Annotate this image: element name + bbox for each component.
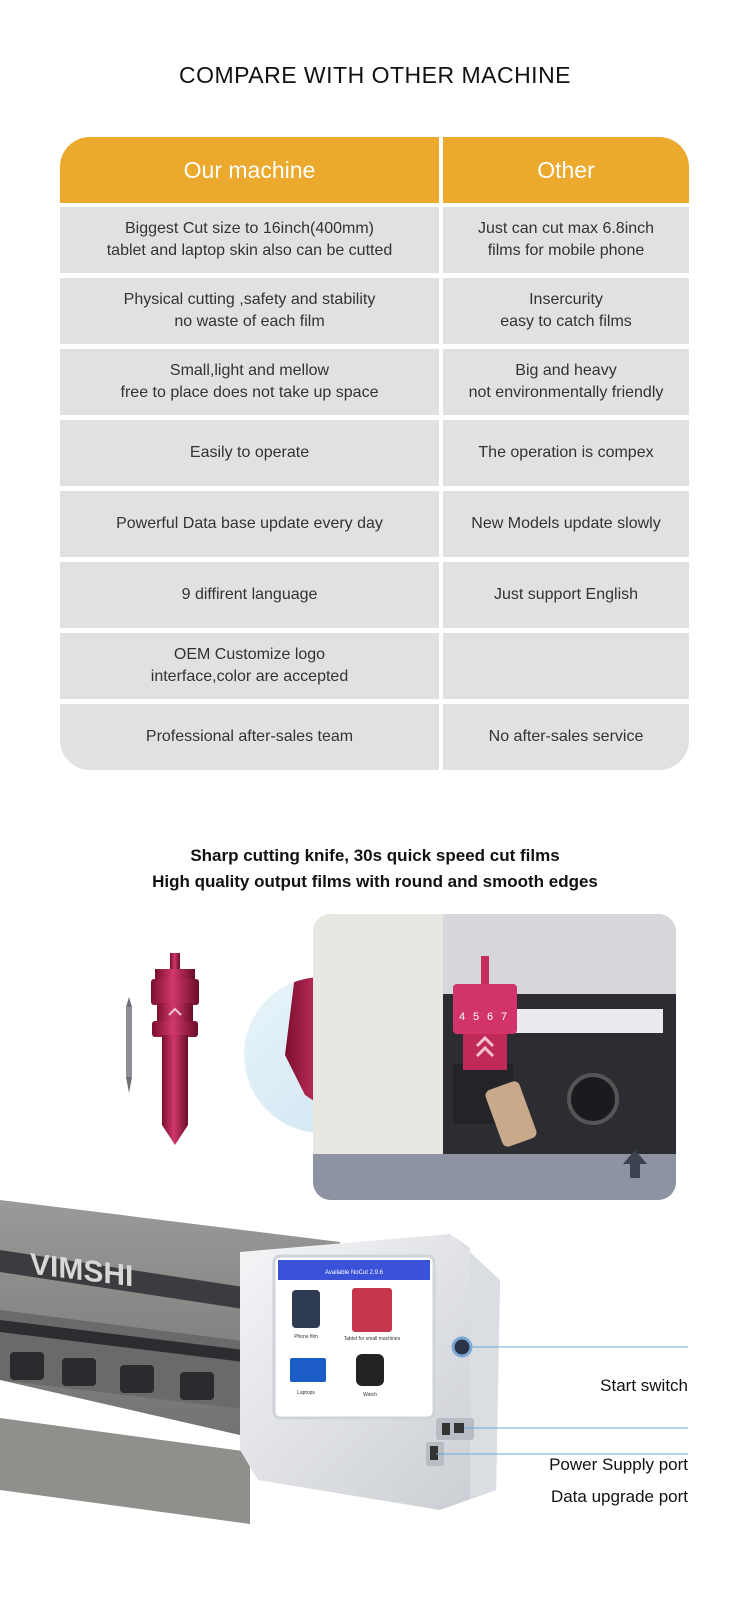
- label-power-supply-port: Power Supply port: [549, 1455, 688, 1474]
- cell-ours-7: OEM Customize logo interface,color are accepted: [60, 633, 439, 699]
- start-switch-icon: [453, 1338, 471, 1356]
- svg-text:Laptops: Laptops: [297, 1390, 315, 1396]
- dial-number-4: 4: [459, 1011, 466, 1023]
- subheading-line-1: Sharp cutting knife, 30s quick speed cut films: [190, 846, 560, 865]
- dial-number-5: 5: [473, 1011, 480, 1023]
- label-start-switch: Start switch: [600, 1376, 688, 1395]
- cell-other-8: No after-sales service: [443, 704, 689, 770]
- comparison-table: [60, 137, 689, 770]
- cell-ours-2: Physical cutting ,safety and stability no waste of each film: [60, 278, 439, 344]
- blade-holder-icon: [151, 953, 199, 1145]
- svg-text:Watch: Watch: [363, 1392, 377, 1398]
- cell-ours-3: Small,light and mellow free to place does not take up space: [60, 349, 439, 415]
- watch-icon: [356, 1354, 384, 1386]
- cell-other-3: Big and heavy not environmentally friendly: [443, 349, 689, 415]
- cell-ours-8: Professional after-sales team: [60, 704, 439, 770]
- knife-mounted-photo: [313, 914, 676, 1200]
- svg-text:Tablet for small machines: Tablet for small machines: [343, 1336, 401, 1342]
- cell-other-7: [443, 633, 689, 699]
- header-other: Other: [443, 137, 689, 203]
- cell-other-6: Just support English: [443, 562, 689, 628]
- label-data-upgrade-port: Data upgrade port: [550, 1487, 688, 1506]
- cell-ours-4: Easily to operate: [60, 420, 439, 486]
- cell-ours-1: Biggest Cut size to 16inch(400mm) tablet and laptop skin also can be cutted: [60, 207, 439, 273]
- screen-header-text: Available NoCut 2.9.6: [325, 1270, 383, 1276]
- cell-ours-5: Powerful Data base update every day: [60, 491, 439, 557]
- cell-other-1: Just can cut max 6.8inch films for mobile phone: [443, 207, 689, 273]
- tablet-icon: [352, 1288, 392, 1332]
- cell-ours-6: 9 diffirent language: [60, 562, 439, 628]
- cell-other-4: The operation is compex: [443, 420, 689, 486]
- cell-other-5: New Models update slowly: [443, 491, 689, 557]
- phone-film-icon: [292, 1290, 320, 1328]
- cell-other-2: Insercurity easy to catch films: [443, 278, 689, 344]
- feature-subheading: [0, 843, 750, 895]
- brand-logo: VIMSHI: [30, 1247, 134, 1294]
- header-our-machine: Our machine: [60, 137, 439, 203]
- mounted-knife-scene: [313, 914, 676, 1200]
- dial-number-7: 7: [501, 1011, 508, 1023]
- cutting-machine-illustration: [0, 1190, 750, 1624]
- laptop-icon: [290, 1358, 326, 1382]
- page-title: COMPARE WITH OTHER MACHINE: [178, 62, 572, 88]
- blade-icon: [126, 997, 132, 1093]
- svg-text:Phone film: Phone film: [294, 1334, 318, 1340]
- dial-number-6: 6: [487, 1011, 494, 1023]
- subheading-line-2: High quality output films with round and smooth edges: [152, 872, 598, 891]
